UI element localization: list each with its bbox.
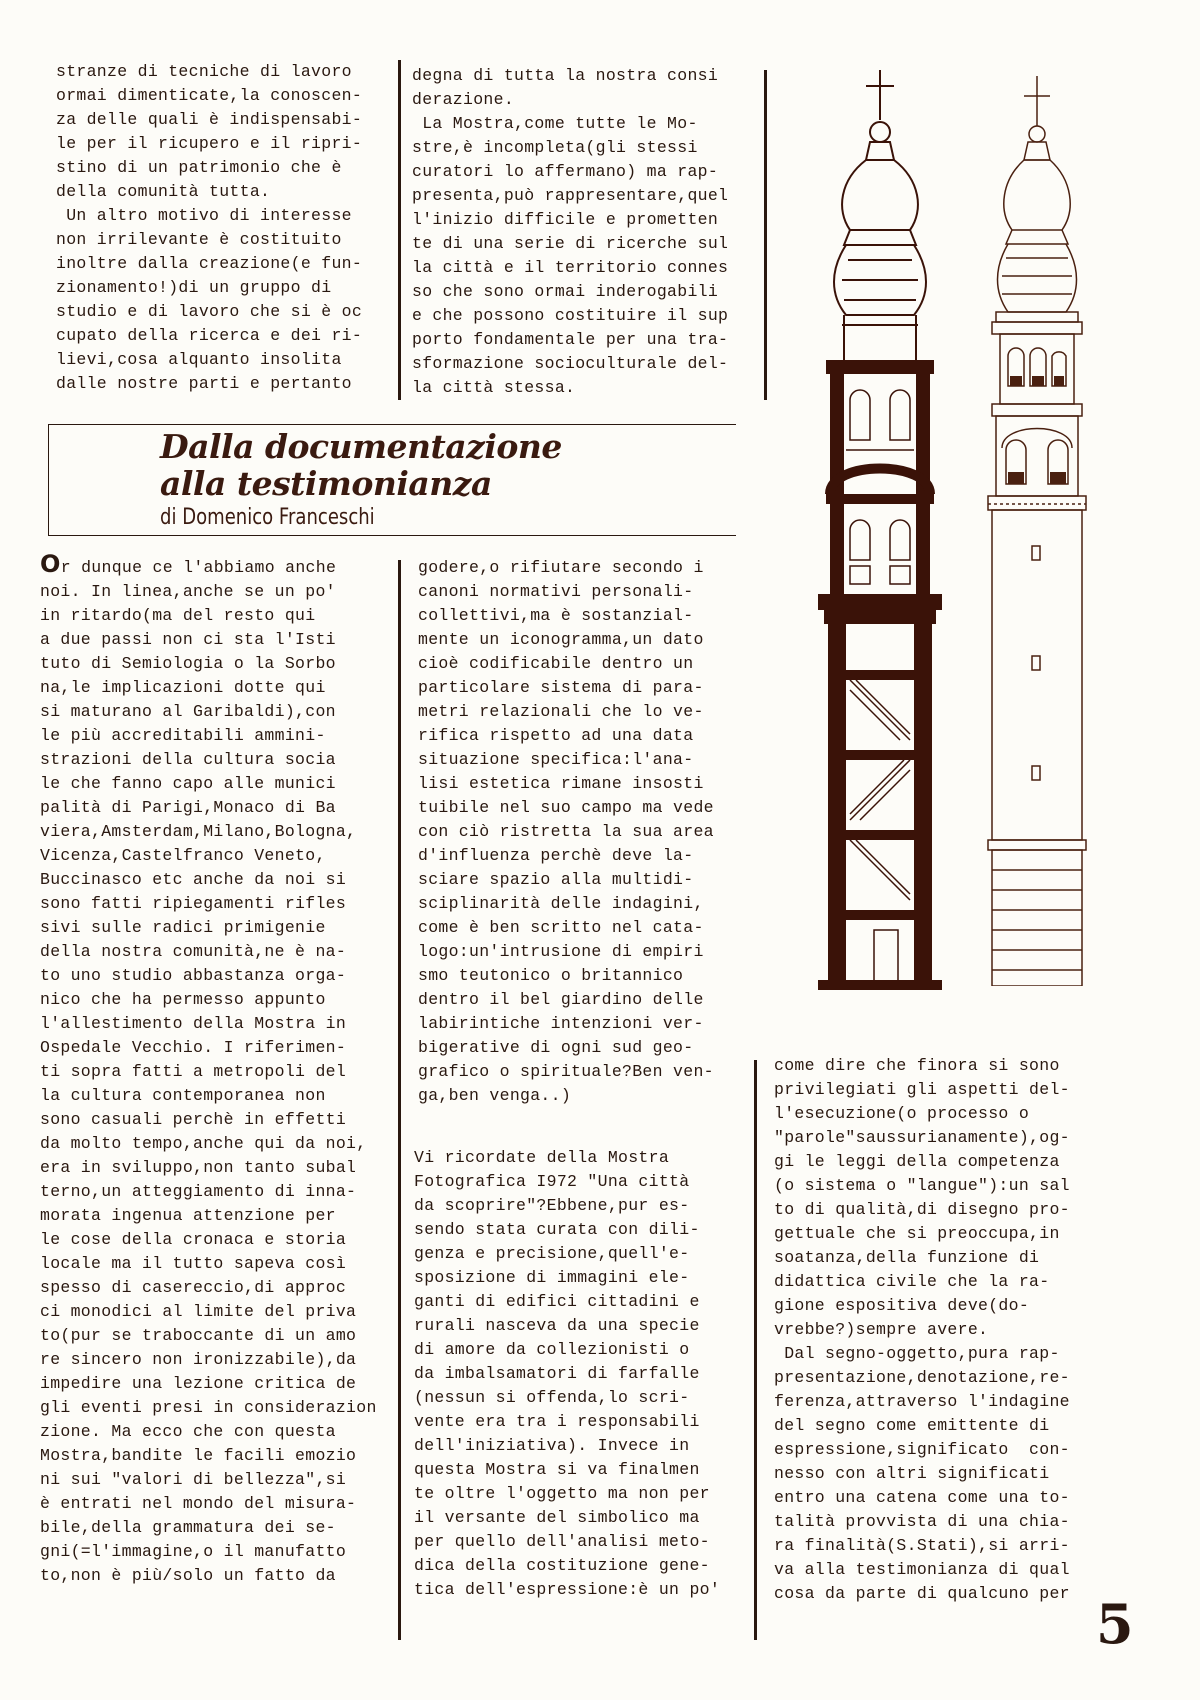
text-line: lievi,cosa alquanto insolita	[56, 350, 342, 369]
top-right-divider	[764, 70, 767, 400]
text-line: vrebbe?)sempre avere.	[774, 1320, 989, 1339]
first-line-text: r dunque ce l'abbiamo anche	[60, 558, 337, 577]
text-line: l'esecuzione(o processo o	[774, 1104, 1030, 1123]
text-line: to,non è più/solo un fatto da	[40, 1566, 336, 1585]
text-line: sposizione di immagini ele-	[414, 1268, 690, 1287]
text-line: stranze di tecniche di lavoro	[56, 62, 352, 81]
text-line: labirintiche intenzioni ver-	[418, 1014, 704, 1033]
top-column-2	[412, 64, 728, 400]
text-line: è entrati nel mondo del misura-	[40, 1494, 357, 1513]
text-line: del segno come emittente di	[774, 1416, 1050, 1435]
text-line: si maturano al Garibaldi),con	[40, 702, 336, 721]
text-line: ormai dimenticate,la conoscen-	[56, 86, 363, 105]
text-line: stre,è incompleta(gli stessi	[412, 138, 698, 157]
text-line: di amore da collezionisti o	[414, 1340, 690, 1359]
text-line: particolare sistema di para-	[418, 678, 704, 697]
text-line: presenta,può rappresentare,quel	[412, 186, 729, 205]
text-line: genza e precisione,quell'e-	[414, 1244, 690, 1263]
text-line: le per il ricupero e il ripri-	[56, 134, 363, 153]
text-line: vente era tra i responsabili	[414, 1412, 700, 1431]
text-line: porto fondamentale per una tra-	[412, 330, 729, 349]
text-line: privilegiati gli aspetti del-	[774, 1080, 1070, 1099]
text-line: cosa da parte di qualcuno per	[774, 1584, 1070, 1603]
page-number: 5	[1096, 1592, 1134, 1656]
body-column-divider-1	[398, 560, 401, 1640]
text-line: stino di un patrimonio che è	[56, 158, 342, 177]
text-line: da molto tempo,anche qui da noi,	[40, 1134, 367, 1153]
text-line: della nostra comunità,ne è na-	[40, 942, 347, 961]
text-line: (o sistema o "langue"):un sal	[774, 1176, 1070, 1195]
text-line: strazioni della cultura socia	[40, 750, 336, 769]
text-line: zione. Ma ecco che con questa	[40, 1422, 336, 1441]
text-line: Buccinasco etc anche da noi si	[40, 870, 347, 889]
text-line: soatanza,della funzione di	[774, 1248, 1040, 1267]
body-column-2	[418, 556, 714, 1108]
text-line: l'allestimento della Mostra in	[40, 1014, 347, 1033]
text-line: bigerative di ogni sud geo-	[418, 1038, 694, 1057]
text-line: ci monodici al limite del priva	[40, 1302, 357, 1321]
top-column-1	[56, 60, 362, 396]
body-column-divider-2	[754, 1060, 757, 1640]
text-line: dell'iniziativa). Invece in	[414, 1436, 690, 1455]
text-line: Mostra,bandite le facili emozio	[40, 1446, 357, 1465]
text-line: a due passi non ci sta l'Isti	[40, 630, 336, 649]
text-line: la città stessa.	[412, 378, 576, 397]
text-line: come è ben scritto nel cata-	[418, 918, 704, 937]
bell-tower-elevation-illustration	[972, 76, 1102, 986]
text-line: grafico o spirituale?Ben ven-	[418, 1062, 714, 1081]
text-line: bile,della grammatura dei se-	[40, 1518, 336, 1537]
text-line: gione espositiva deve(do-	[774, 1296, 1030, 1315]
article-byline: di Domenico Franceschi	[160, 505, 375, 530]
text-line: gi le leggi della competenza	[774, 1152, 1060, 1171]
text-line: sendo stata curata con dili-	[414, 1220, 700, 1239]
text-line: e che possono costituire il sup	[412, 306, 729, 325]
text-line: te oltre l'oggetto ma non per	[414, 1484, 710, 1503]
text-line: te di una serie di ricerche sul	[412, 234, 729, 253]
text-line: degna di tutta la nostra consi	[412, 66, 719, 85]
text-line: spesso di casereccio,di approc	[40, 1278, 347, 1297]
text-line: inoltre dalla creazione(e fun-	[56, 254, 363, 273]
text-line: tuibile nel suo campo ma vede	[418, 798, 714, 817]
text-line: espressione,significato con-	[774, 1440, 1070, 1459]
text-line: con ciò ristretta la sua area	[418, 822, 714, 841]
text-line: sciare spazio alla multidi-	[418, 870, 694, 889]
text-line: le più accreditabili ammini-	[40, 726, 326, 745]
text-line: locale ma il tutto sapeva così	[40, 1254, 347, 1273]
text-line: so che sono ormai inderogabili	[412, 282, 719, 301]
text-line: tuto di Semiologia o la Sorbo	[40, 654, 336, 673]
text-line: to di qualità,di disegno pro-	[774, 1200, 1070, 1219]
text-line: questa Mostra si va finalmen	[414, 1460, 700, 1479]
top-column-divider	[398, 60, 401, 400]
text-line: lisi estetica rimane insosti	[418, 774, 704, 793]
text-line: studio e di lavoro che si è oc	[56, 302, 363, 321]
text-line: non irrilevante è costituito	[56, 230, 342, 249]
headline-line-1: Dalla documentazione	[160, 427, 562, 466]
text-line: va alla testimonianza di qual	[774, 1560, 1070, 1579]
text-line: sono fatti ripiegamenti rifles	[40, 894, 347, 913]
text-line: didattica civile che la ra-	[774, 1272, 1050, 1291]
text-line: ga,ben venga..)	[418, 1086, 572, 1105]
text-line: nesso con altri significati	[774, 1464, 1050, 1483]
body-column-3	[774, 1054, 1070, 1606]
text-line: le che fanno capo alle munici	[40, 774, 336, 793]
text-line: sivi sulle radici primigenie	[40, 918, 326, 937]
text-line: Vicenza,Castelfranco Veneto,	[40, 846, 326, 865]
text-line: cupato della ricerca e dei ri-	[56, 326, 363, 345]
body-column-2-second-paragraph	[414, 1146, 720, 1602]
text-line: Fotografica I972 "Una città	[414, 1172, 690, 1191]
text-line: Vi ricordate della Mostra	[414, 1148, 670, 1167]
text-line: to(pur se traboccante di un amo	[40, 1326, 357, 1345]
text-line: derazione.	[412, 90, 515, 109]
text-line: (nessun si offenda,lo scri-	[414, 1388, 690, 1407]
text-line: il versante del simbolico ma	[414, 1508, 700, 1527]
text-line: sciplinarità delle indagini,	[418, 894, 704, 913]
text-line: sono casuali perchè in effetti	[40, 1110, 347, 1129]
text-line: ti sopra fatti a metropoli del	[40, 1062, 347, 1081]
text-line: canoni normativi personali-	[418, 582, 694, 601]
text-line: in ritardo(ma del resto qui	[40, 606, 316, 625]
text-line: smo teutonico o britannico	[418, 966, 684, 985]
text-line: nico che ha permesso appunto	[40, 990, 326, 1009]
body-column-1	[40, 552, 377, 1588]
text-line: logo:un'intrusione di empiri	[418, 942, 704, 961]
drop-cap: O	[40, 550, 61, 578]
text-line: to uno studio abbastanza orga-	[40, 966, 347, 985]
text-line: morata ingenua attenzione per	[40, 1206, 336, 1225]
body-first-line	[40, 552, 377, 580]
text-line: na,le implicazioni dotte qui	[40, 678, 326, 697]
text-line: gli eventi presi in considerazion	[40, 1398, 377, 1417]
text-line: ganti di edifici cittadini e	[414, 1292, 700, 1311]
text-line: viera,Amsterdam,Milano,Bologna,	[40, 822, 357, 841]
text-line: La Mostra,come tutte le Mo-	[412, 114, 698, 133]
text-line: za delle quali è indispensabi-	[56, 110, 363, 129]
text-line: tica dell'espressione:è un po'	[414, 1580, 721, 1599]
text-line: dalle nostre parti e pertanto	[56, 374, 352, 393]
text-line: curatori lo affermano) ma rap-	[412, 162, 719, 181]
text-line: rurali nasceva da una specie	[414, 1316, 700, 1335]
text-line: cioè codificabile dentro un	[418, 654, 694, 673]
text-line: entro una catena come una to-	[774, 1488, 1070, 1507]
text-line: zionamento!)di un gruppo di	[56, 278, 332, 297]
text-line: l'inizio difficile e prometten	[412, 210, 719, 229]
text-line: rifica rispetto ad una data	[418, 726, 694, 745]
text-line: presentazione,denotazione,re-	[774, 1368, 1070, 1387]
text-line: mente un iconogramma,un dato	[418, 630, 704, 649]
text-line: impedire una lezione critica de	[40, 1374, 357, 1393]
text-line: era in sviluppo,non tanto subal	[40, 1158, 357, 1177]
text-line: situazione specifica:l'ana-	[418, 750, 694, 769]
text-line: Un altro motivo di interesse	[56, 206, 352, 225]
text-line: Ospedale Vecchio. I riferimen-	[40, 1038, 347, 1057]
text-line: palità di Parigi,Monaco di Ba	[40, 798, 336, 817]
headline-line-2: alla testimonianza	[160, 464, 492, 503]
text-line: dica della costituzione gene-	[414, 1556, 710, 1575]
text-line: terno,un atteggiamento di inna-	[40, 1182, 357, 1201]
text-line: ni sui "valori di bellezza",si	[40, 1470, 347, 1489]
text-line: per quello dell'analisi meto-	[414, 1532, 710, 1551]
text-line: la città e il territorio connes	[412, 258, 729, 277]
text-line: gni(=l'immagine,o il manufatto	[40, 1542, 347, 1561]
bell-tower-section-illustration	[790, 70, 970, 990]
text-line: re sincero non ironizzabile),da	[40, 1350, 357, 1369]
text-line: talità provvista di una chia-	[774, 1512, 1070, 1531]
text-line: Dal segno-oggetto,pura rap-	[774, 1344, 1060, 1363]
text-line: da scoprire"?Ebbene,pur es-	[414, 1196, 690, 1215]
text-line: sformazione socioculturale del-	[412, 354, 729, 373]
text-line: d'influenza perchè deve la-	[418, 846, 694, 865]
text-line: ra finalità(S.Stati),si arri-	[774, 1536, 1070, 1555]
text-line: "parole"saussurianamente),og-	[774, 1128, 1070, 1147]
text-line: la cultura contemporanea non	[40, 1086, 326, 1105]
text-line: come dire che finora si sono	[774, 1056, 1060, 1075]
text-line: da imbalsamatori di farfalle	[414, 1364, 700, 1383]
text-line: della comunità tutta.	[56, 182, 271, 201]
text-line: noi. In linea,anche se un po'	[40, 582, 336, 601]
text-line: le cose della cronaca e storia	[40, 1230, 347, 1249]
article-headline	[160, 428, 562, 502]
text-line: gettuale che si preoccupa,in	[774, 1224, 1060, 1243]
text-line: metri relazionali che lo ve-	[418, 702, 704, 721]
text-line: godere,o rifiutare secondo i	[418, 558, 704, 577]
text-line: dentro il bel giardino delle	[418, 990, 704, 1009]
text-line: ferenza,attraverso l'indagine	[774, 1392, 1070, 1411]
text-line: collettivi,ma è sostanzial-	[418, 606, 694, 625]
